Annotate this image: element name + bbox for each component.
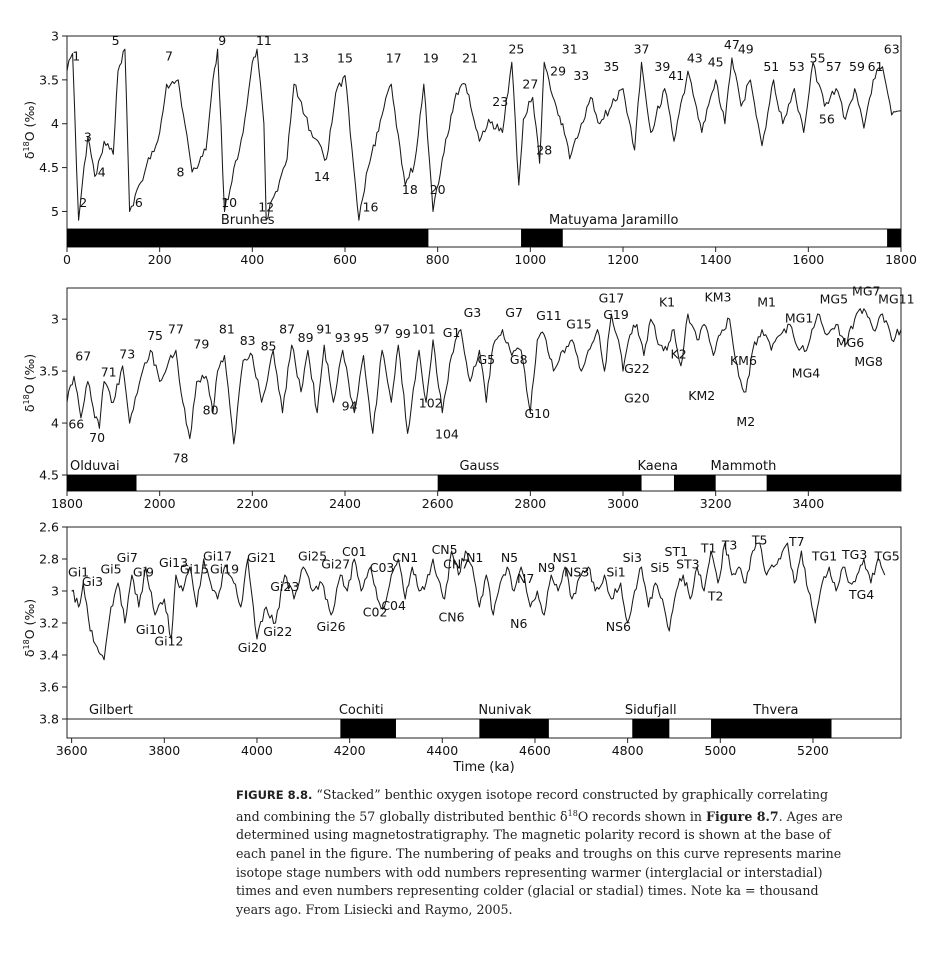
polarity-chron-label: Gauss — [459, 459, 500, 474]
stage-label: 61 — [867, 59, 884, 75]
stage-label: G10 — [524, 405, 551, 421]
y-tick-label: 3 — [51, 583, 59, 599]
caption-line-5: isotope stage numbers with odd numbers representing warmer (interglacial or interstadial) — [236, 864, 823, 880]
stage-label: C04 — [381, 598, 406, 614]
polarity-chron-label: Nunivak — [478, 703, 532, 718]
stage-label: 45 — [707, 54, 724, 70]
x-tick-label: 2600 — [421, 496, 454, 511]
stage-label: 21 — [462, 50, 479, 66]
stage-label: 99 — [394, 325, 411, 341]
polarity-chron-label: Sidufjall — [624, 703, 677, 718]
stage-label: 5 — [111, 32, 120, 48]
polarity-chron-label: Cochiti — [338, 703, 384, 718]
stage-label: 57 — [825, 59, 842, 75]
x-tick-label: 600 — [333, 252, 357, 267]
y-tick-label: 3.4 — [39, 647, 59, 663]
y-axis-label — [22, 101, 37, 159]
stage-label: MG4 — [791, 365, 821, 381]
stage-label: 9 — [218, 32, 227, 48]
x-tick-label: 4400 — [426, 743, 459, 758]
stage-label: Gi3 — [81, 574, 104, 590]
stage-label: 49 — [737, 41, 754, 57]
stage-label: Gi12 — [154, 633, 184, 649]
stage-label: 73 — [119, 346, 136, 362]
stage-label: 59 — [849, 59, 865, 75]
figure-reference: Figure 8.7 — [706, 808, 779, 824]
stage-label: 47 — [723, 37, 740, 53]
stage-label: T2 — [707, 588, 724, 604]
polarity-normal-segment — [521, 229, 563, 247]
stage-label: T5 — [751, 532, 768, 548]
polarity-normal-segment — [67, 475, 137, 491]
stage-label: 85 — [260, 338, 277, 354]
polarity-normal-segment — [632, 719, 669, 738]
stage-label: 39 — [654, 59, 671, 75]
y-tick-label: 2.8 — [39, 551, 59, 567]
caption-line-6: times and even numbers representing colder (glacial or stadial) times. Note ka = thousand — [236, 883, 819, 899]
stage-label: 83 — [239, 333, 256, 349]
polarity-chron-label: Thvera — [753, 703, 799, 718]
stage-label: 79 — [193, 336, 210, 352]
stage-label: K2 — [670, 346, 687, 362]
y-tick-label: 3.2 — [39, 615, 59, 631]
stage-label: 75 — [147, 327, 163, 343]
polarity-chron-label: Matuyama Jaramillo — [548, 213, 679, 228]
y-axis-label-rest: O (‰) — [22, 353, 37, 395]
stage-label: G19 — [603, 307, 629, 323]
x-tick-label: 1000 — [514, 252, 547, 267]
stage-label: 70 — [89, 429, 106, 445]
stage-label: 13 — [293, 50, 309, 66]
y-axis-label — [22, 599, 37, 657]
stage-label: MG7 — [852, 283, 881, 299]
stage-label: 102 — [418, 395, 443, 411]
polarity-normal-segment — [887, 229, 901, 247]
stage-label: M2 — [736, 414, 756, 430]
stage-label: Gi13 — [159, 555, 189, 570]
stage-label: CN1 — [392, 550, 419, 566]
stage-label: 53 — [788, 59, 805, 75]
stage-label: TG3 — [842, 547, 868, 562]
x-tick-label: 1600 — [792, 252, 825, 267]
stage-label: Si3 — [622, 550, 642, 566]
stage-label: C02 — [362, 604, 388, 620]
isotope-series-line — [67, 309, 901, 444]
stage-label: Gi1 — [68, 564, 90, 580]
x-axis-label: Time (ka) — [453, 760, 515, 775]
stage-label: G1 — [442, 324, 461, 340]
x-tick-label: 3400 — [792, 496, 825, 511]
x-tick-label: 1400 — [699, 252, 732, 267]
stage-label: 18 — [401, 181, 418, 197]
stage-label: G8 — [509, 351, 528, 367]
x-tick-label: 3200 — [699, 496, 732, 511]
stage-label: 35 — [603, 59, 620, 75]
polarity-normal-segment — [479, 719, 549, 738]
stage-label: G3 — [463, 305, 482, 321]
stage-label: Gi17 — [203, 548, 233, 564]
stage-label: 19 — [422, 50, 439, 66]
x-tick-label: 4200 — [333, 743, 366, 758]
polarity-normal-segment — [438, 475, 642, 491]
polarity-chron-label: Gilbert — [89, 703, 134, 718]
x-tick-label: 1800 — [885, 252, 917, 267]
stage-label: N6 — [510, 615, 528, 631]
stage-label: 66 — [68, 416, 85, 432]
stage-label: 91 — [316, 321, 333, 337]
stage-label: Gi5 — [100, 561, 122, 577]
stage-label: CN7 — [443, 556, 470, 572]
stage-label: 80 — [202, 402, 219, 418]
stage-label: G7 — [505, 305, 523, 321]
stage-label: NS3 — [564, 564, 590, 580]
stage-label: G20 — [624, 390, 650, 406]
stage-label: N1 — [466, 550, 484, 566]
x-tick-label: 3800 — [148, 743, 181, 758]
stage-label: Gi25 — [298, 548, 328, 564]
x-tick-label: 4800 — [611, 743, 644, 758]
stage-label: CN5 — [431, 542, 458, 558]
stage-label: ST1 — [664, 543, 689, 559]
stage-label: KM6 — [729, 352, 757, 368]
stage-label: T1 — [700, 540, 717, 556]
stage-label: 37 — [633, 41, 650, 57]
stage-label: 27 — [522, 76, 539, 92]
x-tick-label: 800 — [425, 252, 450, 267]
stage-label: 10 — [221, 195, 238, 211]
stage-label: Gi20 — [237, 639, 267, 655]
panel-1800-3600ka — [22, 283, 915, 511]
x-tick-label: 4000 — [241, 743, 273, 758]
stage-label: MG1 — [784, 310, 814, 326]
polarity-chron-label: Brunhes — [220, 213, 275, 228]
stage-label: 12 — [258, 199, 275, 215]
y-tick-label: 3 — [51, 28, 59, 44]
polarity-normal-segment — [674, 475, 716, 491]
caption-line-7: years ago. From Lisiecki and Raymo, 2005. — [236, 901, 513, 917]
polarity-normal-segment — [711, 719, 831, 738]
stage-label: MG5 — [819, 291, 849, 307]
stage-label: Gi27 — [321, 556, 351, 572]
y-tick-label: 3.5 — [39, 72, 59, 88]
stage-label: C01 — [341, 543, 367, 559]
stage-label: 71 — [100, 364, 117, 380]
stage-label: MG8 — [854, 353, 883, 369]
stage-label: Si1 — [606, 564, 626, 580]
y-axis-label-sup: 18 — [22, 141, 31, 152]
y-tick-label: 4.5 — [39, 467, 59, 483]
stage-label: G5 — [477, 351, 496, 367]
stage-label: Gi19 — [209, 561, 240, 577]
stage-label: Gi26 — [316, 619, 346, 634]
y-axis-label-delta: δ — [22, 151, 37, 160]
stage-label: 104 — [435, 426, 459, 442]
stage-label: 16 — [362, 199, 379, 215]
stage-label: 28 — [536, 142, 553, 158]
stage-label: TG5 — [874, 548, 900, 564]
polarity-normal-segment — [67, 229, 428, 247]
stage-label: 8 — [176, 164, 185, 180]
stage-label: G22 — [624, 361, 650, 377]
stage-label: 3 — [83, 129, 92, 145]
stage-label: 1 — [72, 48, 81, 64]
x-tick-label: 0 — [63, 252, 71, 267]
x-tick-label: 200 — [147, 252, 172, 267]
stage-label: 78 — [172, 450, 189, 466]
polarity-chron-label: Olduvai — [69, 459, 120, 474]
isotope-series-line — [67, 49, 901, 220]
stage-label: T3 — [721, 537, 738, 553]
y-axis-label-rest: O (‰) — [22, 100, 37, 142]
stage-label: KM3 — [704, 289, 732, 305]
x-tick-label: 2800 — [514, 496, 547, 511]
x-tick-label: 3000 — [607, 496, 639, 511]
stage-label: C03 — [369, 559, 395, 575]
y-tick-label: 3.6 — [39, 679, 59, 695]
stage-label: MG6 — [835, 335, 865, 351]
stage-label: MG11 — [878, 291, 915, 307]
stage-label: N7 — [517, 571, 535, 586]
caption-line-4: each panel in the figure. The numbering of peaks and troughs on this curve represents marine — [236, 845, 842, 861]
stage-label: G15 — [566, 316, 592, 332]
caption-line-1: FIGURE 8.8. “Stacked” benthic oxygen isotope record constructed by graphically correlating — [236, 787, 829, 802]
stage-label: 97 — [374, 321, 391, 337]
stage-label: 29 — [550, 63, 567, 79]
stage-label: N9 — [537, 559, 556, 575]
x-tick-label: 4600 — [519, 743, 551, 758]
x-tick-label: 1800 — [51, 496, 83, 511]
y-axis-label — [22, 354, 37, 412]
stage-label: 14 — [313, 168, 330, 184]
x-tick-label: 3600 — [55, 743, 88, 758]
stage-label: TG4 — [848, 587, 875, 602]
stage-label: 2 — [79, 195, 88, 211]
x-tick-label: 5000 — [704, 743, 737, 758]
polarity-chron-label: Mammoth — [710, 459, 777, 474]
stage-label: 63 — [883, 41, 900, 57]
stage-label: 55 — [809, 50, 826, 66]
stage-label: 31 — [561, 41, 578, 57]
x-tick-label: 2400 — [329, 496, 361, 511]
stage-label: 93 — [334, 330, 351, 346]
stage-label: NS1 — [552, 550, 578, 566]
stage-label: 11 — [255, 32, 272, 48]
stage-label: 67 — [75, 348, 92, 364]
stage-label: 4 — [97, 164, 106, 180]
y-axis-label-sup: 18 — [22, 394, 31, 405]
y-axis-label-sup: 18 — [22, 639, 31, 650]
stage-label: 15 — [337, 50, 353, 66]
y-axis-label-delta: δ — [22, 649, 37, 658]
polarity-normal-segment — [767, 475, 901, 491]
panel-3600-5400ka — [22, 520, 901, 776]
figure-caption — [236, 786, 926, 919]
caption-line-2: and combining the 57 globally distributed benthic $\delta^{18}O$ records shown in Figure 8.7. Ages are — [236, 808, 843, 824]
x-tick-label: 1200 — [607, 252, 639, 267]
stage-label: Gi10 — [135, 622, 165, 638]
stage-label: Gi23 — [270, 579, 300, 594]
stage-label: Gi9 — [132, 564, 155, 580]
y-axis-label-rest: O (‰) — [22, 598, 37, 640]
polarity-normal-segment — [340, 719, 396, 738]
stage-label: T7 — [788, 534, 805, 550]
stage-label: G17 — [598, 290, 625, 306]
stage-label: 33 — [573, 67, 590, 83]
stage-label: 7 — [164, 48, 173, 64]
x-tick-label: 2200 — [236, 496, 269, 511]
stage-label: 20 — [429, 181, 446, 197]
stage-label: 51 — [763, 59, 780, 75]
stage-label: ST3 — [676, 556, 700, 572]
stage-label: 87 — [279, 321, 296, 337]
stage-label: 101 — [411, 321, 436, 337]
x-tick-label: 2000 — [143, 496, 176, 511]
stage-label: 95 — [353, 330, 370, 346]
x-tick-label: 400 — [240, 252, 265, 267]
stage-label: KM2 — [688, 388, 716, 404]
stage-label: 89 — [297, 330, 314, 346]
stage-label: 17 — [385, 50, 402, 66]
stage-label: 81 — [218, 321, 235, 337]
stage-label: K1 — [658, 294, 676, 310]
stage-label: TG1 — [811, 548, 838, 564]
y-tick-label: 3 — [51, 311, 59, 327]
stage-label: M1 — [757, 294, 777, 310]
stage-label: Gi22 — [263, 623, 293, 639]
y-tick-label: 3.5 — [39, 363, 59, 379]
stage-label: G11 — [536, 308, 562, 324]
y-tick-label: 5 — [51, 203, 59, 219]
caption-line-3: determined using magnetostratigraphy. The magnetic polarity record is shown at the base of — [236, 827, 831, 843]
y-tick-label: 4.5 — [39, 160, 59, 176]
stage-label: 56 — [818, 111, 835, 127]
stage-label: 94 — [341, 398, 358, 414]
panel-0-1800ka — [22, 29, 917, 268]
stage-label: 23 — [492, 94, 509, 110]
stage-label: NS6 — [605, 619, 631, 634]
stage-label: 6 — [134, 195, 143, 211]
stage-label: Si5 — [650, 559, 670, 575]
y-tick-label: 2.6 — [39, 519, 59, 535]
polarity-chron-label: Kaena — [637, 459, 678, 474]
x-tick-label: 5200 — [797, 743, 829, 758]
stage-label: Gi7 — [116, 550, 138, 566]
stage-label: N5 — [500, 550, 519, 566]
y-tick-label: 4 — [51, 116, 59, 132]
caption-label: FIGURE 8.8. — [236, 788, 313, 802]
stage-label: 25 — [508, 41, 525, 57]
stage-label: 41 — [668, 67, 685, 83]
stage-label: CN6 — [438, 609, 465, 625]
stage-label: Gi15 — [179, 561, 209, 577]
y-tick-label: 3.8 — [39, 711, 59, 727]
stage-label: Gi21 — [247, 550, 277, 566]
y-axis-label-delta: δ — [22, 404, 37, 413]
y-tick-label: 4 — [51, 415, 59, 431]
stage-label: 43 — [686, 50, 703, 66]
stage-label: 77 — [167, 321, 184, 337]
